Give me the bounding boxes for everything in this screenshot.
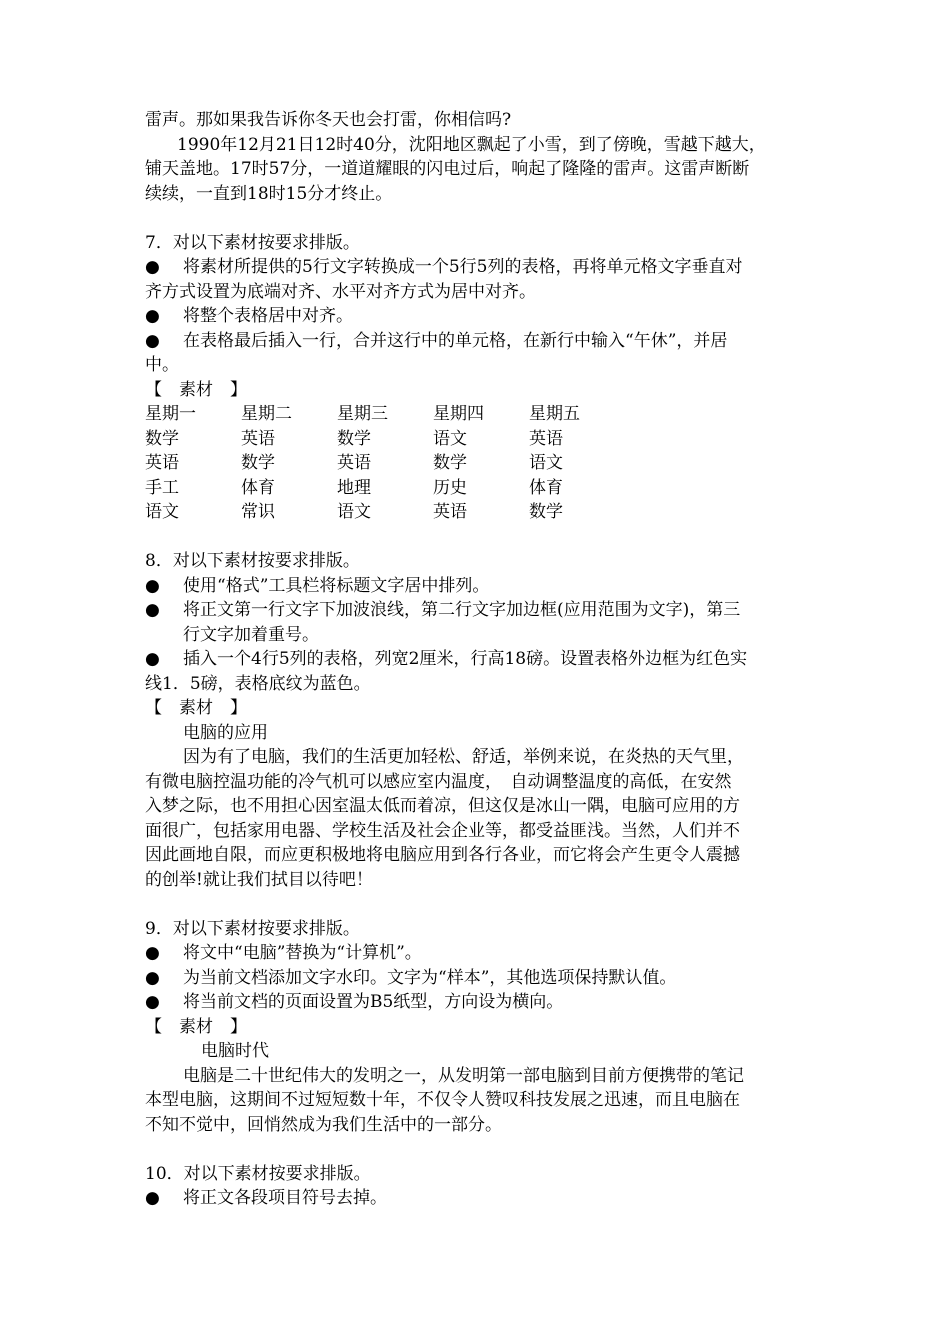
table-row (145, 427, 815, 452)
bullet-icon: ● (145, 967, 160, 988)
question-title: 9．对以下素材按要求排版。 (145, 918, 360, 939)
bullet-continuation: 中。 (145, 355, 179, 375)
table-cell: 语文 (529, 453, 563, 473)
table-cell: 体育 (241, 477, 275, 498)
table-cell: 数学 (529, 502, 563, 522)
material-heading: 电脑时代 (201, 1041, 269, 1061)
document-page (145, 108, 815, 1211)
question-title: 10．对以下素材按要求排版。 (145, 1163, 371, 1184)
table-cell: 英语 (337, 453, 371, 473)
table-cell: 星期二 (241, 404, 292, 424)
material-label: 【 素材 】 (145, 379, 247, 400)
bullet-item: ● 将素材所提供的5行文字转换成一个5行5列的表格，再将单元格文字垂直对 (145, 255, 815, 280)
bullet-icon: ● (145, 306, 160, 326)
paragraph-line: 1990年12月21日12时40分，沈阳地区飘起了小雪，到了傍晚，雪越下越大， (177, 134, 766, 155)
table-cell: 数学 (241, 453, 275, 473)
material-heading: 电脑的应用 (183, 722, 268, 743)
bullet-item: ● 使用“格式”工具栏将标题文字居中排列。 (145, 574, 815, 599)
bullet-icon: ● (145, 1188, 160, 1208)
bullet-icon: ● (145, 943, 160, 963)
paragraph-line: 有微电脑控温功能的冷气机可以感应室内温度， 自动调整温度的高低，在安然 (145, 771, 732, 792)
bullet-icon: ● (145, 649, 160, 669)
paragraph-line: 雷声。那如果我告诉你冬天也会打雷，你相信吗? (145, 110, 512, 130)
table-cell: 英语 (241, 428, 275, 449)
table-cell: 语文 (337, 502, 371, 522)
bullet-item: ● 为当前文档添加文字水印。文字为“样本”，其他选项保持默认值。 (145, 966, 815, 991)
paragraph-line: 电脑是二十世纪伟大的发明之一，从发明第一部电脑到目前方便携带的笔记 (183, 1065, 744, 1086)
bullet-item: ● 将文中“电脑”替换为“计算机”。 (145, 941, 815, 966)
bullet-icon: ● (145, 575, 160, 596)
question-title: 8．对以下素材按要求排版。 (145, 551, 360, 571)
material-table (145, 402, 815, 525)
bullet-continuation: 线1．5磅，表格底纹为蓝色。 (145, 673, 371, 694)
bullet-item: ● 将整个表格居中对齐。 (145, 304, 815, 329)
table-cell: 常识 (241, 502, 275, 522)
paragraph-line: 不知不觉中，回悄然成为我们生活中的一部分。 (145, 1114, 502, 1135)
table-row (145, 476, 815, 501)
table-cell: 语文 (145, 502, 179, 522)
table-cell: 体育 (529, 477, 563, 498)
bullet-continuation: 行文字加着重号。 (183, 624, 319, 645)
question-title: 7．对以下素材按要求排版。 (145, 232, 360, 253)
table-row (145, 402, 815, 427)
material-label: 【 素材 】 (145, 698, 247, 718)
table-cell: 数学 (145, 428, 179, 449)
table-cell: 手工 (145, 477, 179, 498)
bullet-item: ● 插入一个4行5列的表格，列宽2厘米，行高18磅。设置表格外边框为红色实 (145, 647, 815, 672)
table-cell: 星期一 (145, 404, 196, 424)
table-cell: 历史 (433, 477, 467, 498)
bullet-icon: ● (145, 257, 160, 277)
table-row (145, 500, 815, 525)
table-row (145, 451, 815, 476)
paragraph-line: 的创举!就让我们拭目以待吧！ (145, 869, 373, 890)
paragraph-line: 因此画地自限，而应更积极地将电脑应用到各行各业，而它将会产生更令人震撼 (145, 845, 740, 865)
paragraph-line: 本型电脑，这期间不过短短数十年，不仅令人赞叹科技发展之迅速，而且电脑在 (145, 1090, 740, 1110)
bullet-icon: ● (145, 600, 160, 620)
paragraph-line: 续续，一直到18时15分才终止。 (145, 183, 393, 204)
table-cell: 语文 (433, 428, 467, 449)
table-cell: 星期三 (337, 404, 388, 424)
bullet-item: ● 将当前文档的页面设置为B5纸型，方向设为横向。 (145, 990, 815, 1015)
table-cell: 英语 (529, 428, 563, 449)
table-cell: 星期四 (433, 404, 484, 424)
table-cell: 英语 (145, 453, 179, 473)
material-label: 【 素材 】 (145, 1016, 247, 1037)
table-cell: 数学 (433, 453, 467, 473)
bullet-item: ● 在表格最后插入一行，合并这行中的单元格，在新行中输入“午休”，并居 (145, 329, 815, 354)
bullet-continuation: 齐方式设置为底端对齐、水平对齐方式为居中对齐。 (145, 281, 536, 302)
paragraph-line: 入梦之际，也不用担心因室温太低而着凉，但这仅是冰山一隅，电脑可应用的方 (145, 796, 740, 816)
table-cell: 星期五 (529, 404, 580, 424)
paragraph-line: 因为有了电脑，我们的生活更加轻松、舒适，举例来说，在炎热的天气里， (183, 747, 744, 767)
table-cell: 数学 (337, 428, 371, 449)
bullet-icon: ● (145, 330, 160, 351)
bullet-icon: ● (145, 992, 160, 1012)
bullet-item: ● 将正文第一行文字下加波浪线，第二行文字加边框(应用范围为文字)，第三 (145, 598, 815, 623)
paragraph-line: 铺天盖地。17时57分，一道道耀眼的闪电过后，响起了隆隆的雷声。这雷声断断 (145, 159, 750, 179)
table-cell: 地理 (337, 477, 371, 498)
paragraph-line: 面很广，包括家用电器、学校生活及社会企业等，都受益匪浅。当然，人们并不 (145, 820, 740, 841)
bullet-item: ● 将正文各段项目符号去掉。 (145, 1186, 815, 1211)
table-cell: 英语 (433, 502, 467, 522)
